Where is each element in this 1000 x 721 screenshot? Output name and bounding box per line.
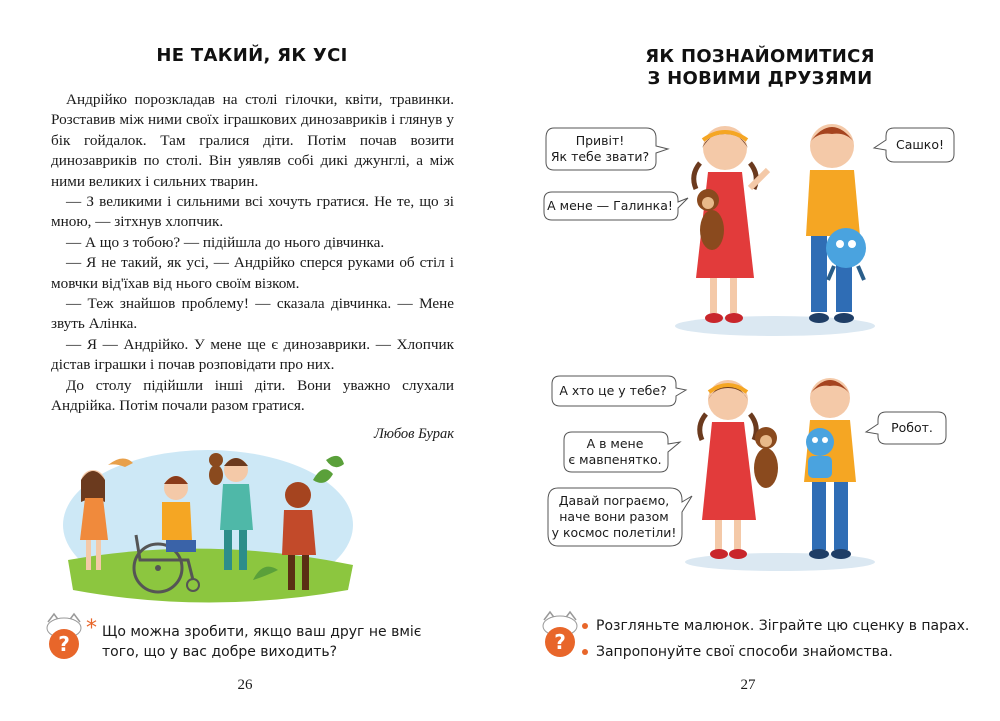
- speech-bubble: [546, 486, 682, 548]
- bubble-text: А хто це у тебе?: [559, 383, 667, 398]
- speech-bubble: [884, 126, 956, 164]
- task-list: [580, 616, 980, 668]
- page-title: [560, 46, 960, 90]
- story-paragraph: До столу підійшли інші діти. Вони уважно слухали Андрійка. Потім почали разом гратися.: [51, 376, 454, 415]
- playground-illustration: [58, 440, 358, 605]
- page-number: 27: [740, 677, 756, 693]
- bubble-text: А мене — Галинка!: [547, 198, 673, 213]
- story-paragraph: — А що з тобою? — підійшла до нього дівчинка.: [66, 233, 385, 251]
- cat-question-icon: [42, 612, 86, 662]
- bubble-line: А в мене: [586, 436, 644, 451]
- bubble-text: Робот.: [891, 420, 933, 435]
- story-paragraph: — Теж знайшов проблему! — сказала дівчинка. — Мене звуть Алінка.: [51, 295, 454, 333]
- boy-figure: [806, 124, 860, 323]
- star-marker: *: [86, 616, 97, 641]
- bubble-line: наче вони разом: [559, 509, 669, 524]
- speech-bubble: [542, 190, 678, 222]
- story-author: Любов Бурак: [373, 426, 454, 442]
- page-title: НЕ ТАКИЙ, ЯК УСІ: [156, 45, 348, 66]
- story-paragraph: — З великими і сильними всі хочуть гратися. Не те, що зі мною, — зітхнув хлопчик.: [51, 193, 454, 231]
- bubble-line: Привіт!: [575, 133, 625, 148]
- cat-question-icon: [538, 610, 582, 660]
- story-paragraph: — Я — Андрійко. У мене ще є динозаврики. — Хлопчик дістав іграшки і почав розповідати про них.: [51, 335, 454, 374]
- scene1-illustration: [670, 118, 880, 336]
- svg-text:?: ?: [58, 632, 70, 656]
- page-number: 26: [237, 677, 253, 693]
- monkey-toy-icon: [754, 427, 778, 488]
- right-page: [500, 0, 1000, 721]
- scene2-illustration: [680, 372, 880, 572]
- question-text: Що можна зробити, якщо ваш друг не вміє того, що у вас добре виходить?: [102, 624, 422, 660]
- bubble-line: у космос полетіли!: [551, 525, 677, 540]
- girl-figure: [700, 380, 757, 559]
- story-paragraph: Андрійко порозкладав на столі гілочки, квіти, травинки. Розставив між ними своїх іграшкових динозавриків і глянув у бік гойдалок. Там гралися діти. Потім почав возити динозавриків по столі. Він уявляв собі дикі джунглі, а між ними великих і сильних тварин.: [51, 91, 454, 190]
- bubble-text: Сашко!: [895, 137, 945, 152]
- speech-bubble: [550, 374, 676, 408]
- story-paragraph: — Я не такий, як усі, — Андрійко сперся руками об стіл і мовчки від'їхав від нього своїм візком.: [51, 254, 454, 292]
- task-item: Розгляньте малюнок. Зіграйте цю сценку в парах.: [580, 616, 980, 642]
- speech-bubble: [562, 430, 668, 474]
- story-text: [51, 90, 454, 417]
- svg-text:?: ?: [554, 630, 566, 654]
- speech-bubble: [544, 126, 656, 172]
- bubble-line: Давай пограємо,: [558, 493, 670, 508]
- monkey-toy-icon: [209, 453, 223, 485]
- bubble-line: Як тебе звати?: [550, 149, 650, 164]
- bubble-line: є мавпенятко.: [568, 452, 662, 467]
- speech-bubble: [876, 410, 948, 446]
- title-line: З НОВИМИ ДРУЗЯМИ: [647, 68, 873, 89]
- title-line: ЯК ПОЗНАЙОМИТИСЯ: [645, 46, 875, 67]
- task-item: Запропонуйте свої способи знайомства.: [580, 642, 980, 668]
